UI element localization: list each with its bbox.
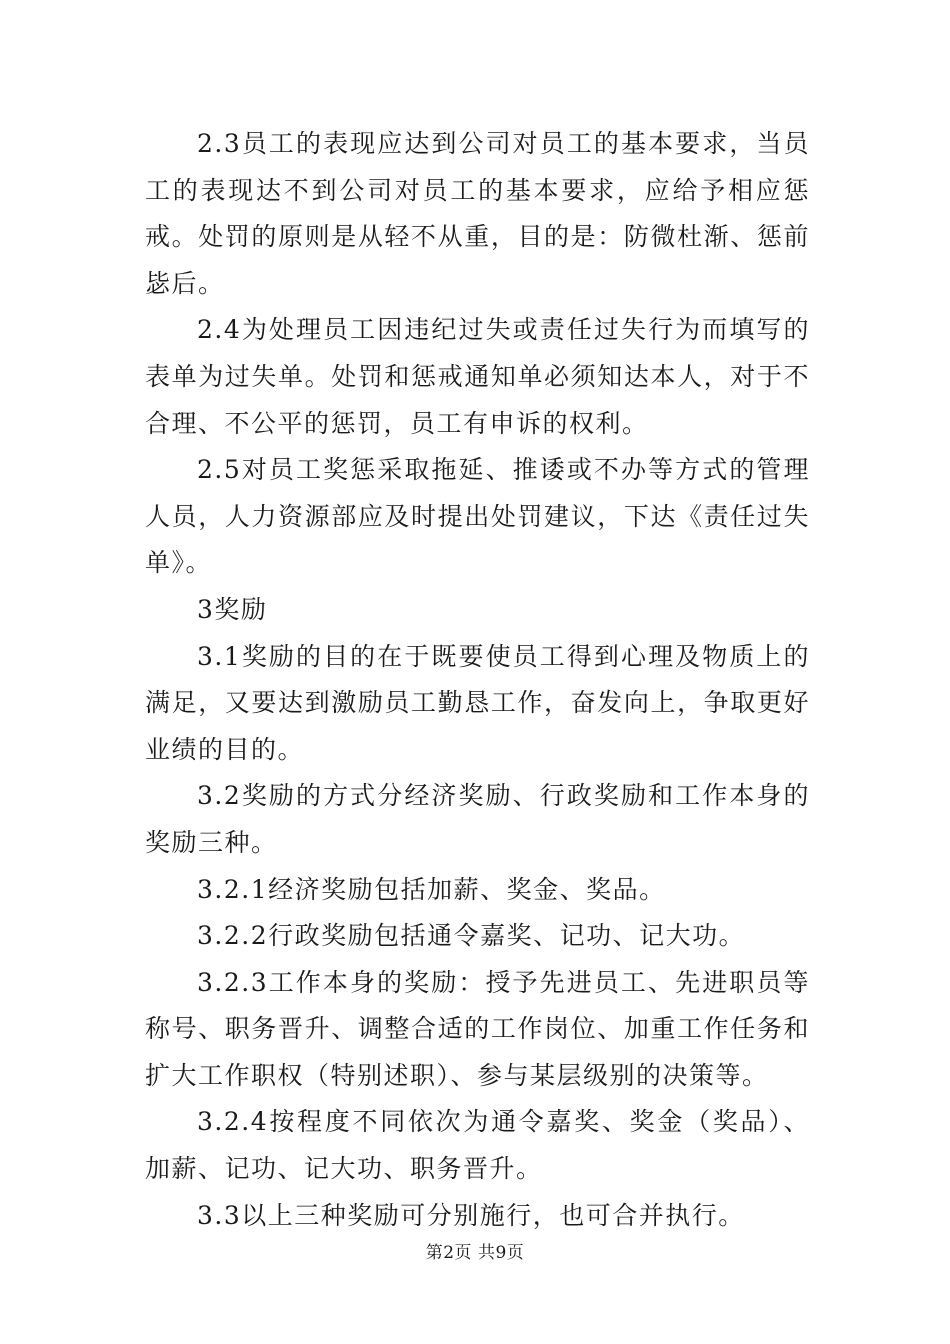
paragraph-3-2-1: 3.2.1经济奖励包括加薪、奖金、奖品。: [197, 874, 666, 904]
paragraph-3-2-3: 3.2.3工作本身的奖励：授予先进员工、先进职员等称号、职务晋升、调整合适的工作岗位、加重工作任务和扩大工作职权（特别述职）、参与某层级别的决策等。: [145, 967, 810, 1090]
paragraph-3-2-2: 3.2.2行政奖励包括通令嘉奖、记功、记大功。: [197, 921, 746, 951]
paragraph-3-3: 3.3以上三种奖励可分别施行，也可合并执行。: [197, 1200, 745, 1230]
document-body: [145, 121, 810, 1239]
page-footer: 第2页 共9页: [425, 1243, 525, 1263]
section-heading-3: 3奖励: [197, 594, 268, 624]
paragraph-2-5: 2.5对员工奖惩采取拖延、推诿或不办等方式的管理人员，人力资源部应及时提出处罚建议，下达《责任过失单》。: [145, 455, 810, 578]
paragraph-3-1: 3.1奖励的目的在于既要使员工得到心理及物质上的满足，又要达到激励员工勤恳工作，奋发向上，争取更好业绩的目的。: [145, 641, 810, 764]
paragraph-2-3: 2.3员工的表现应达到公司对员工的基本要求，当员工的表现达不到公司对员工的基本要求，应给予相应惩戒。处罚的原则是从轻不从重，目的是：防微杜渐、惩前毖后。: [145, 129, 810, 298]
paragraph-3-2: 3.2奖励的方式分经济奖励、行政奖励和工作本身的奖励三种。: [145, 781, 810, 857]
paragraph-3-2-4: 3.2.4按程度不同依次为通令嘉奖、奖金（奖品）、加薪、记功、记大功、职务晋升。: [145, 1107, 810, 1184]
paragraph-2-4: 2.4为处理员工因违纪过失或责任过失行为而填写的表单为过失单。处罚和惩戒通知单必须知达本人，对于不合理、不公平的惩罚，员工有申诉的权利。: [145, 315, 810, 438]
